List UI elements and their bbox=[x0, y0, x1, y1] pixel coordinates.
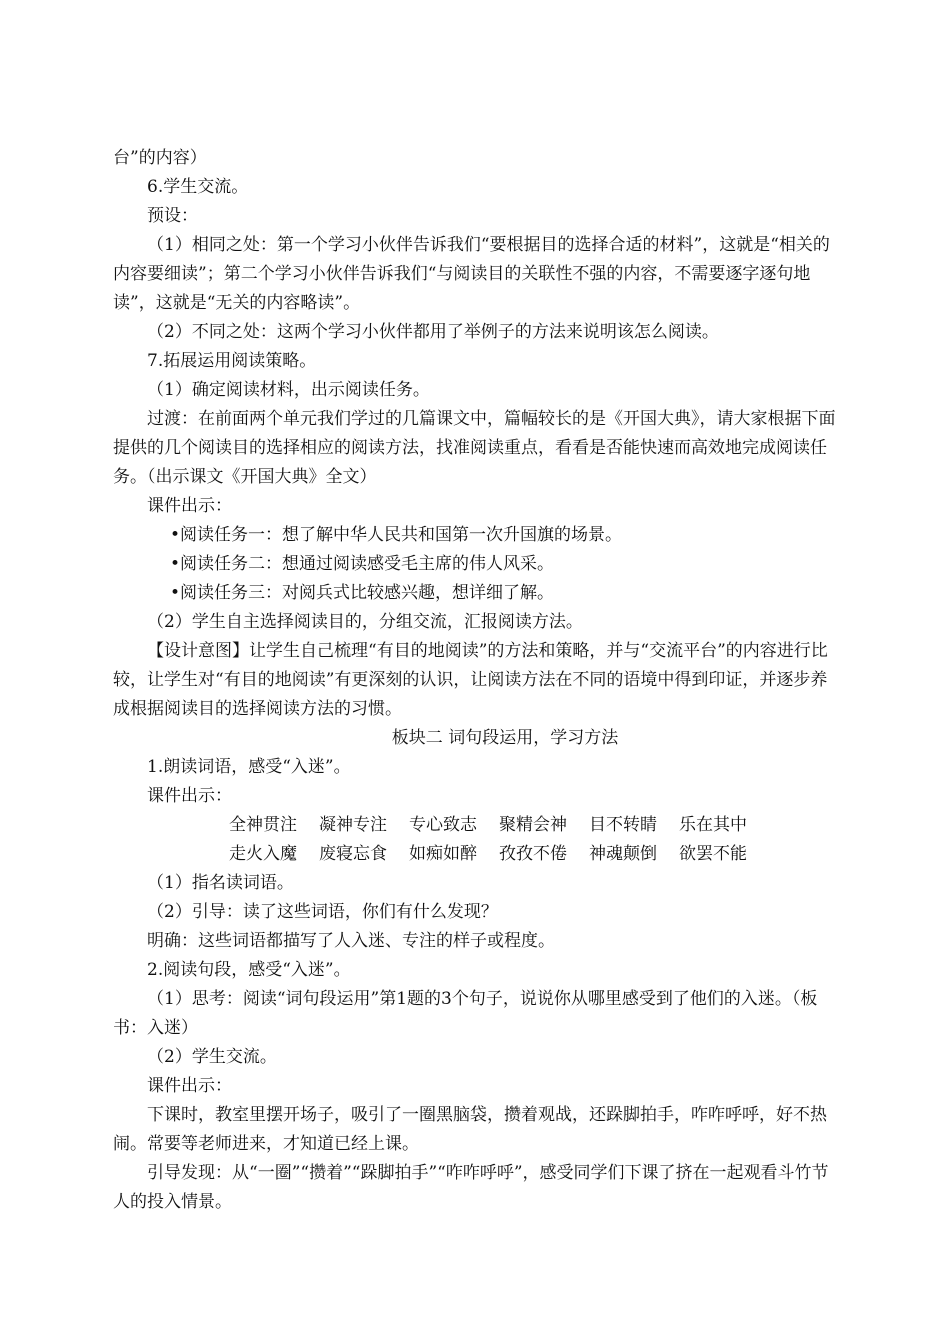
text-line: 6.学生交流。 bbox=[147, 177, 249, 197]
word-row-2 bbox=[113, 840, 841, 869]
design-intent: 【设计意图】让学生自己梳理“有目的地阅读”的方法和策略，并与“交流平台”的内容进行比较，让学生对“有目的地阅读”有更深刻的认识，让阅读方法在不同的语境中得到印证，并逐步养成根据阅读目的选择阅读方法的习惯。 bbox=[113, 641, 828, 719]
word: 全神贯注 bbox=[229, 815, 297, 835]
word: 专心致志 bbox=[409, 815, 477, 835]
text-line: 台”的内容） bbox=[113, 148, 207, 168]
word: 凝神专注 bbox=[319, 815, 387, 835]
text-line: 2.阅读句段，感受“入迷”。 bbox=[147, 960, 351, 980]
word: 孜孜不倦 bbox=[499, 844, 567, 864]
word: 废寝忘食 bbox=[319, 844, 387, 864]
quoted-passage: 下课时，教室里摆开场子，吸引了一圈黑脑袋，攒着观战，还跺脚拍手，咋咋呼呼，好不热闹。常要等老师进来，才知道已经上课。 bbox=[113, 1105, 827, 1154]
reading-task-3: •阅读任务三：对阅兵式比较感兴趣，想详细了解。 bbox=[170, 583, 555, 603]
word: 走火入魔 bbox=[229, 844, 297, 864]
reading-task-2: •阅读任务二：想通过阅读感受毛主席的伟人风采。 bbox=[170, 554, 555, 574]
text-line: 1.朗读词语，感受“入迷”。 bbox=[147, 757, 351, 777]
paragraph: 过渡：在前面两个单元我们学过的几篇课文中，篇幅较长的是《开国大典》，请大家根据下面提供的几个阅读目的选择相应的阅读方法，找准阅读重点，看看是否能快速而高效地完成阅读任务。（出示课文《开国大典》全文） bbox=[113, 409, 836, 487]
text-line: 预设： bbox=[147, 206, 198, 226]
word: 如痴如醉 bbox=[409, 844, 477, 864]
text-line: （2）学生交流。 bbox=[147, 1047, 277, 1067]
text-line: 7.拓展运用阅读策略。 bbox=[147, 351, 317, 371]
text-line: 课件出示： bbox=[147, 1076, 232, 1096]
text-line: 课件出示： bbox=[147, 496, 232, 516]
text-line: （1）确定阅读材料，出示阅读任务。 bbox=[147, 380, 430, 400]
reading-task-1: •阅读任务一：想了解中华人民共和国第一次升国旗的场景。 bbox=[170, 525, 623, 545]
text-line: 明确：这些词语都描写了人入迷、专注的样子或程度。 bbox=[147, 931, 555, 951]
word-row-1 bbox=[113, 811, 841, 840]
paragraph: 引导发现：从“一圈”“攒着”“跺脚拍手”“咋咋呼呼”，感受同学们下课了挤在一起观看斗竹节人的投入情景。 bbox=[113, 1163, 829, 1212]
word: 欲罢不能 bbox=[679, 844, 747, 864]
document-page bbox=[113, 144, 841, 1217]
text-line: （1）指名读词语。 bbox=[147, 873, 294, 893]
word: 乐在其中 bbox=[679, 815, 747, 835]
section-heading: 板块二 词句段运用，学习方法 bbox=[391, 728, 619, 748]
paragraph: （2）不同之处：这两个学习小伙伴都用了举例子的方法来说明该怎么阅读。 bbox=[147, 322, 719, 342]
word: 聚精会神 bbox=[499, 815, 567, 835]
text-line: 课件出示： bbox=[147, 786, 232, 806]
paragraph: （2）学生自主选择阅读目的，分组交流，汇报阅读方法。 bbox=[147, 612, 583, 632]
paragraph: （1）相同之处：第一个学习小伙伴告诉我们“要根据目的选择合适的材料”，这就是“相关的内容要细读”；第二个学习小伙伴告诉我们“与阅读目的关联性不强的内容，不需要逐字逐句地读”，这就是“无关的内容略读”。 bbox=[113, 235, 830, 313]
paragraph: （1）思考：阅读“词句段运用”第1题的3个句子，说说你从哪里感受到了他们的入迷。（板书：入迷） bbox=[113, 989, 818, 1038]
text-line: （2）引导：读了这些词语，你们有什么发现？ bbox=[147, 902, 498, 922]
word: 目不转睛 bbox=[589, 815, 657, 835]
word: 神魂颠倒 bbox=[589, 844, 657, 864]
